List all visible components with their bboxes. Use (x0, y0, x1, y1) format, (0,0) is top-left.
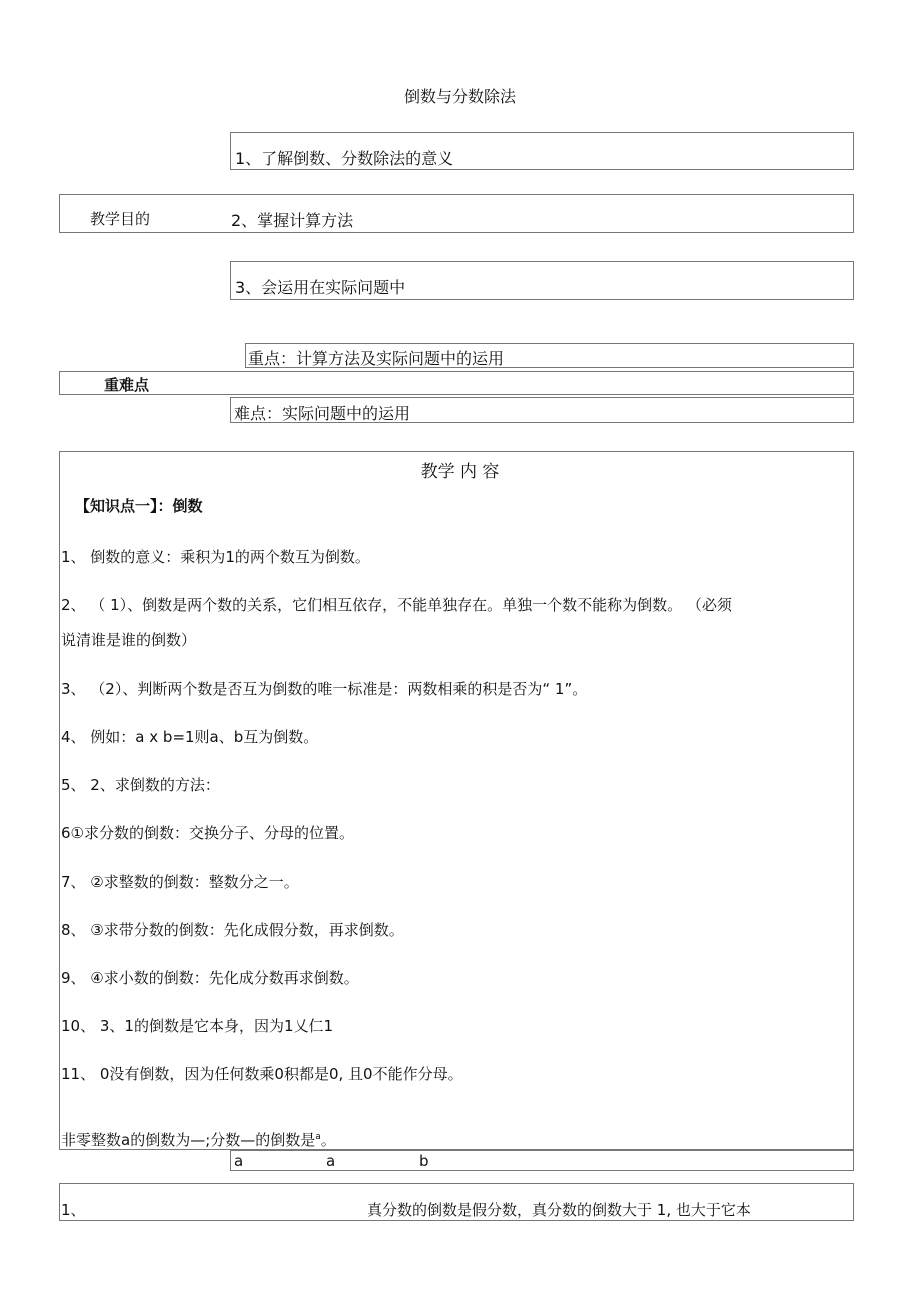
objective-item-3: 3、会运用在实际问题中 (235, 278, 406, 297)
nonzero-end: 。 (320, 1131, 336, 1149)
content-line-9: 9、 ④求小数的倒数：先化成分数再求倒数。 (61, 969, 359, 987)
content-line-2: 2、 （ 1）、倒数是两个数的关系，它们相互依存，不能单独存在。单独一个数不能称为倒数。 （必须 (61, 596, 732, 614)
proper-fraction-number: 1、 (61, 1201, 86, 1219)
difficult-point-box (230, 397, 854, 423)
page-title: 倒数与分数除法 (403, 87, 516, 106)
content-line-11: 11、 0没有倒数，因为任何数乘0积都是0, 且0不能作分母。 (61, 1065, 463, 1083)
objective-box-1 (230, 132, 854, 170)
fraction-denominator-2: a (326, 1152, 336, 1170)
difficult-point-text: 难点：实际问题中的运用 (234, 404, 411, 423)
content-line-6: 6①求分数的倒数：交换分子、分母的位置。 (61, 824, 354, 842)
content-line-5: 5、 2、求倒数的方法： (61, 776, 220, 794)
objective-item-2: 2、掌握计算方法 (231, 211, 354, 230)
section-title: 【知识点一】：倒数 (75, 497, 203, 515)
key-point-box (245, 343, 854, 368)
content-line-10: 10、 3、1的倒数是它本身，因为1乂仁1 (61, 1017, 334, 1035)
nonzero-text: 非零整数a的倒数为—;分数—的倒数是 (61, 1131, 316, 1149)
teaching-content-header: 教学 内 容 (420, 462, 500, 482)
proper-fraction-text: 真分数的倒数是假分数，真分数的倒数大于 1, 也大于它本 (367, 1201, 751, 1219)
fraction-denominator-1: a (234, 1152, 244, 1170)
objective-box-2 (59, 194, 854, 233)
content-line-7: 7、 ②求整数的倒数：整数分之一。 (61, 873, 299, 891)
nonzero-sup: a (315, 1132, 321, 1142)
objective-box-3 (230, 261, 854, 300)
content-line-4: 4、 例如：a x b=1则a、b互为倒数。 (61, 728, 319, 746)
nonzero-reciprocal-line (61, 1129, 336, 1150)
objective-item-1: 1、了解倒数、分数除法的意义 (235, 149, 454, 168)
key-point-text: 重点：计算方法及实际问题中的运用 (248, 349, 505, 368)
content-line-1: 1、 倒数的意义：乘积为1的两个数互为倒数。 (61, 548, 370, 566)
fraction-denominator-3: b (419, 1152, 429, 1170)
content-line-3: 3、 （2）、判断两个数是否互为倒数的唯一标准是：两数相乘的积是否为“ 1”。 (61, 680, 588, 698)
key-points-label-box (59, 371, 854, 395)
objectives-label: 教学目的 (90, 210, 151, 228)
proper-fraction-box (59, 1183, 854, 1221)
content-line-2-cont: 说清谁是谁的倒数） (61, 631, 197, 649)
key-points-label: 重难点 (104, 376, 150, 394)
fraction-row-box (230, 1150, 854, 1171)
content-line-8: 8、 ③求带分数的倒数：先化成假分数，再求倒数。 (61, 921, 404, 939)
